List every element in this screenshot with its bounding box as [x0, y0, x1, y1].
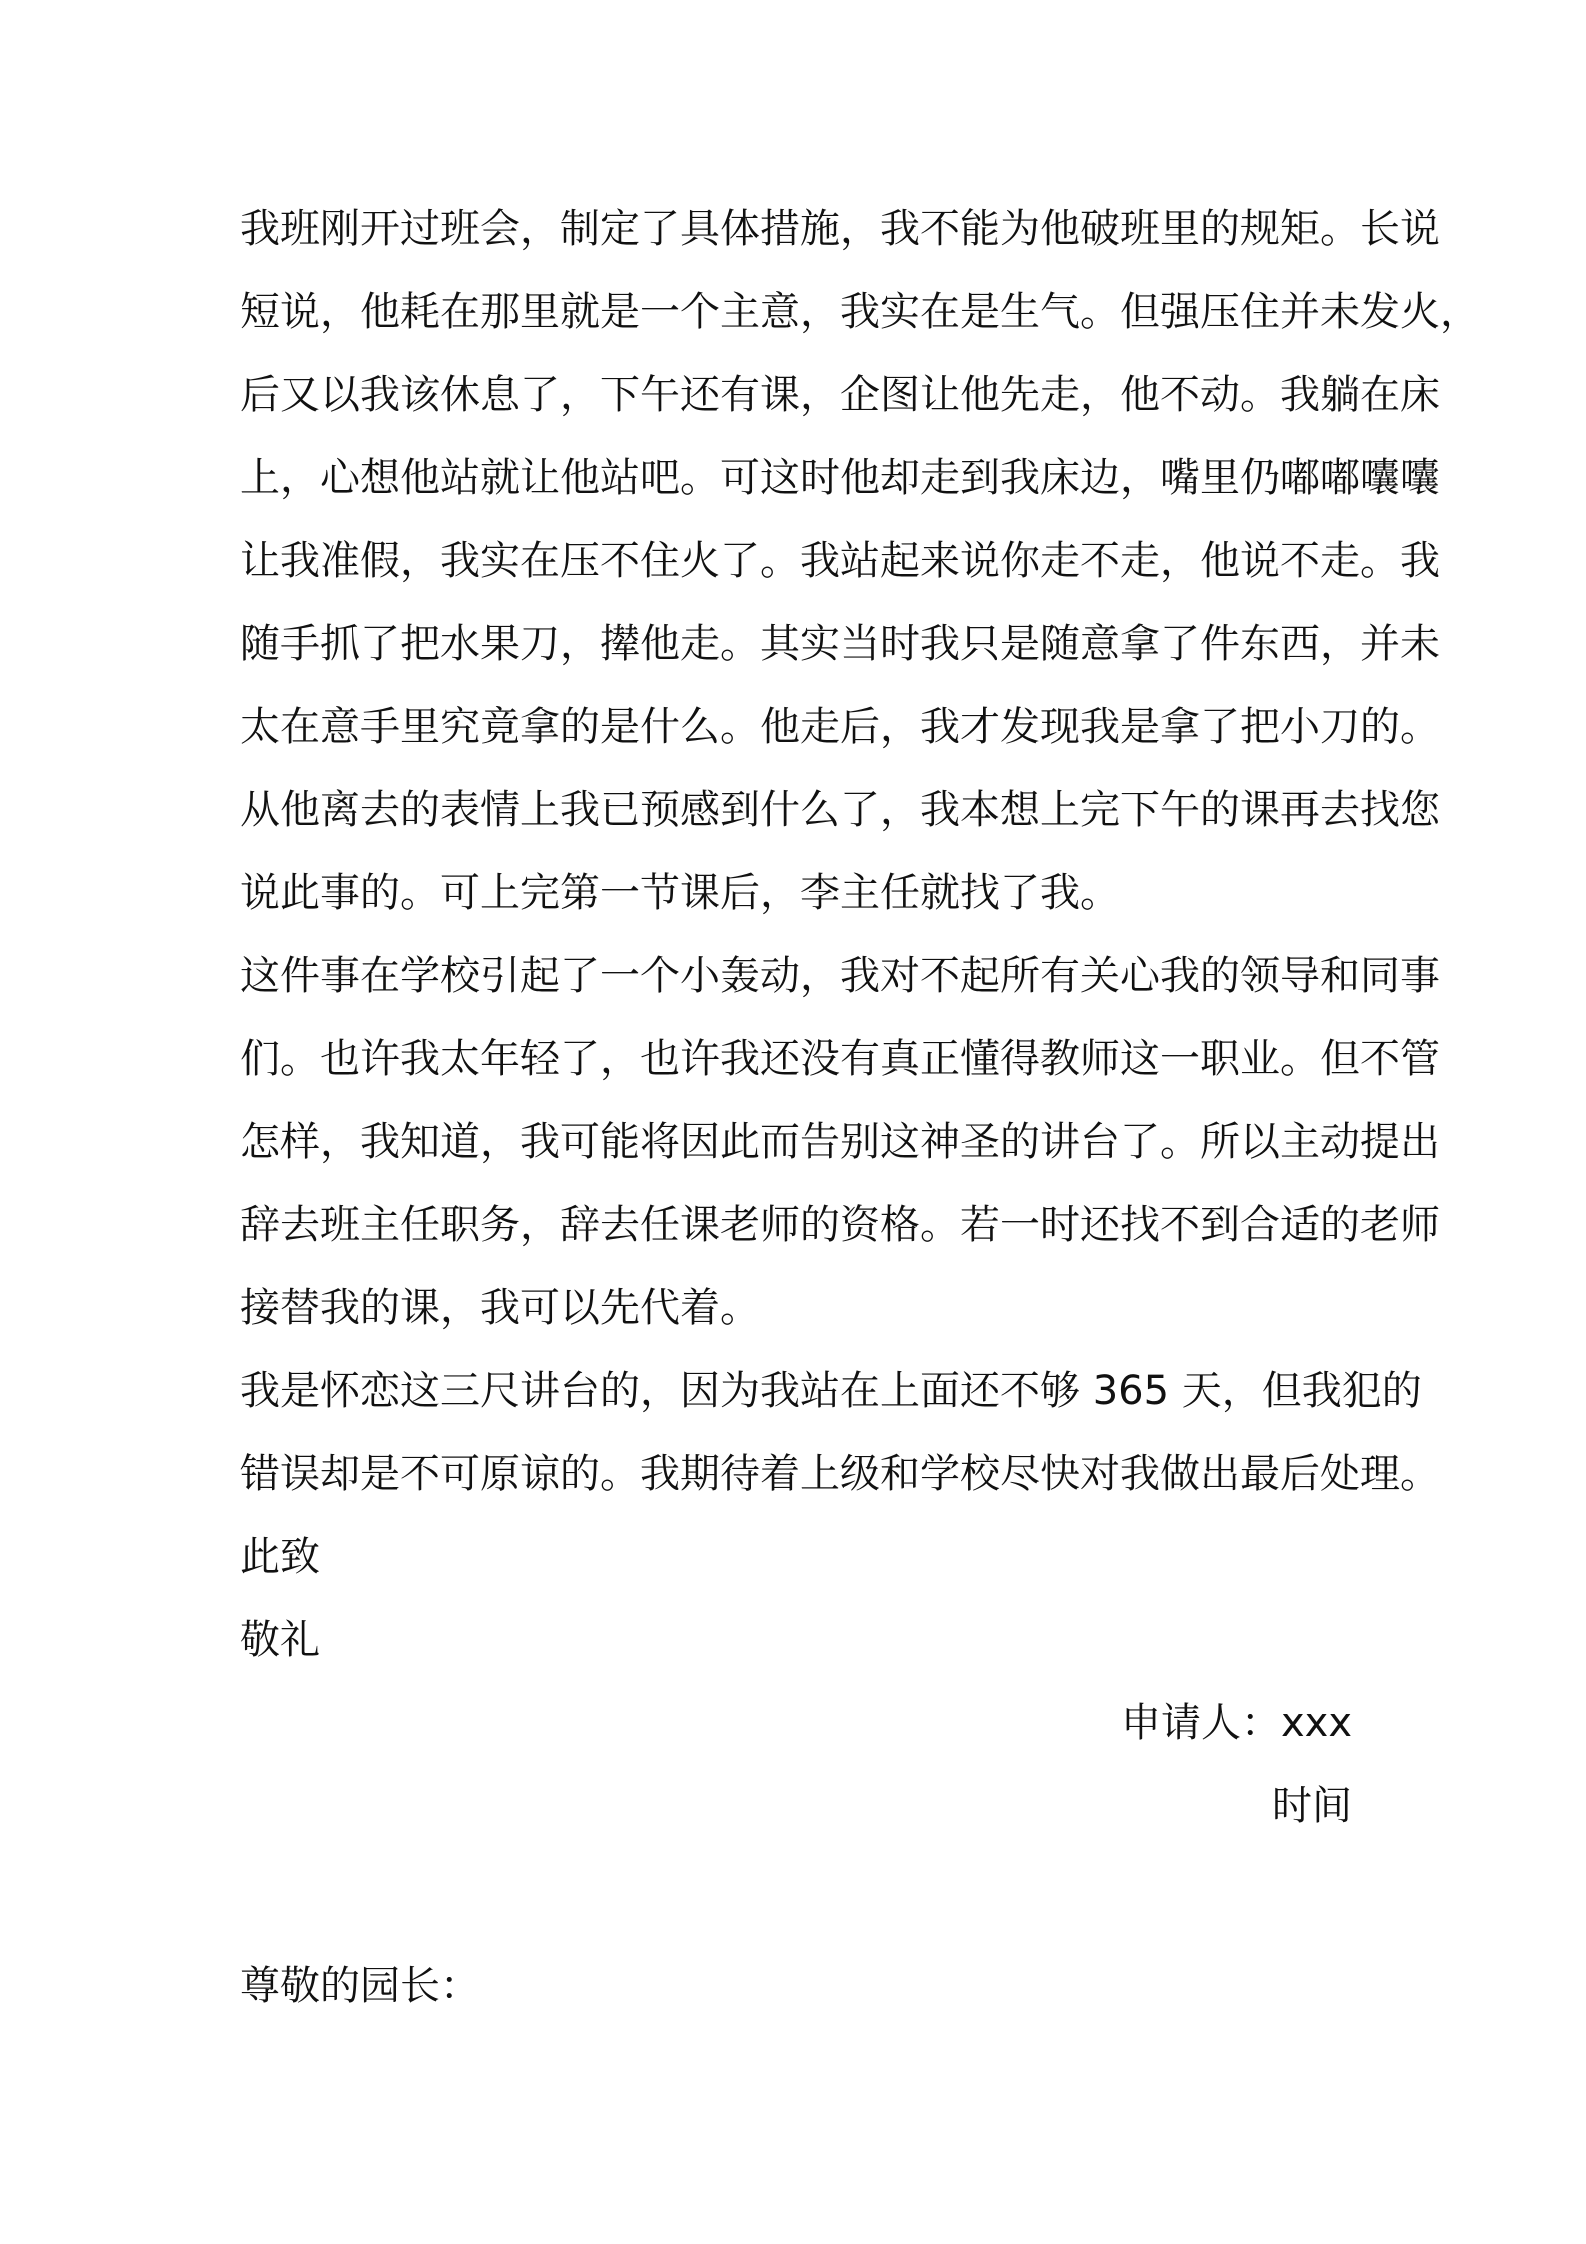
paragraph-line: 们。也许我太年轻了，也许我还没有真正懂得教师这一职业。但不管	[240, 1036, 1440, 1082]
paragraph-line: 太在意手里究竟拿的是什么。他走后，我才发现我是拿了把小刀的。	[240, 704, 1440, 750]
paragraph-line: 怎样，我知道，我可能将因此而告别这神圣的讲台了。所以主动提出	[240, 1119, 1440, 1165]
paragraph-line: 接替我的课，我可以先代着。	[240, 1285, 760, 1331]
paragraph-line: 辞去班主任职务，辞去任课老师的资格。若一时还找不到合适的老师	[240, 1202, 1440, 1248]
paragraph-3	[240, 1350, 1440, 1516]
signature-applicant: 申请人：xxx	[1120, 1700, 1352, 1746]
signature-time: 时间	[1272, 1783, 1352, 1829]
paragraph-line: 后又以我该休息了，下午还有课，企图让他先走，他不动。我躺在床	[240, 372, 1440, 418]
closing-cizhi: 此致	[240, 1534, 320, 1580]
paragraph-line: 说此事的。可上完第一节课后，李主任就找了我。	[240, 870, 1120, 916]
next-letter-salutation: 尊敬的园长：	[240, 1963, 480, 2009]
paragraph-1	[240, 188, 1480, 935]
paragraph-line: 上，心想他站就让他站吧。可这时他却走到我床边，嘴里仍嘟嘟囔囔	[240, 455, 1440, 501]
paragraph-line: 让我准假，我实在压不住火了。我站起来说你走不走，他说不走。我	[240, 538, 1440, 584]
paragraph-line: 我班刚开过班会，制定了具体措施，我不能为他破班里的规矩。长说	[240, 206, 1440, 252]
closing-jingli: 敬礼	[240, 1617, 320, 1663]
paragraph-line: 随手抓了把水果刀，撵他走。其实当时我只是随意拿了件东西，并未	[240, 621, 1440, 667]
paragraph-line: 从他离去的表情上我已预感到什么了，我本想上完下午的课再去找您	[240, 787, 1440, 833]
paragraph-line: 错误却是不可原谅的。我期待着上级和学校尽快对我做出最后处理。	[240, 1451, 1440, 1497]
paragraph-2	[240, 935, 1440, 1350]
paragraph-line: 这件事在学校引起了一个小轰动，我对不起所有关心我的领导和同事	[240, 953, 1440, 999]
paragraph-line: 短说，他耗在那里就是一个主意，我实在是生气。但强压住并未发火，	[240, 289, 1480, 335]
paragraph-line: 我是怀恋这三尺讲台的，因为我站在上面还不够 365 天，但我犯的	[240, 1368, 1422, 1414]
